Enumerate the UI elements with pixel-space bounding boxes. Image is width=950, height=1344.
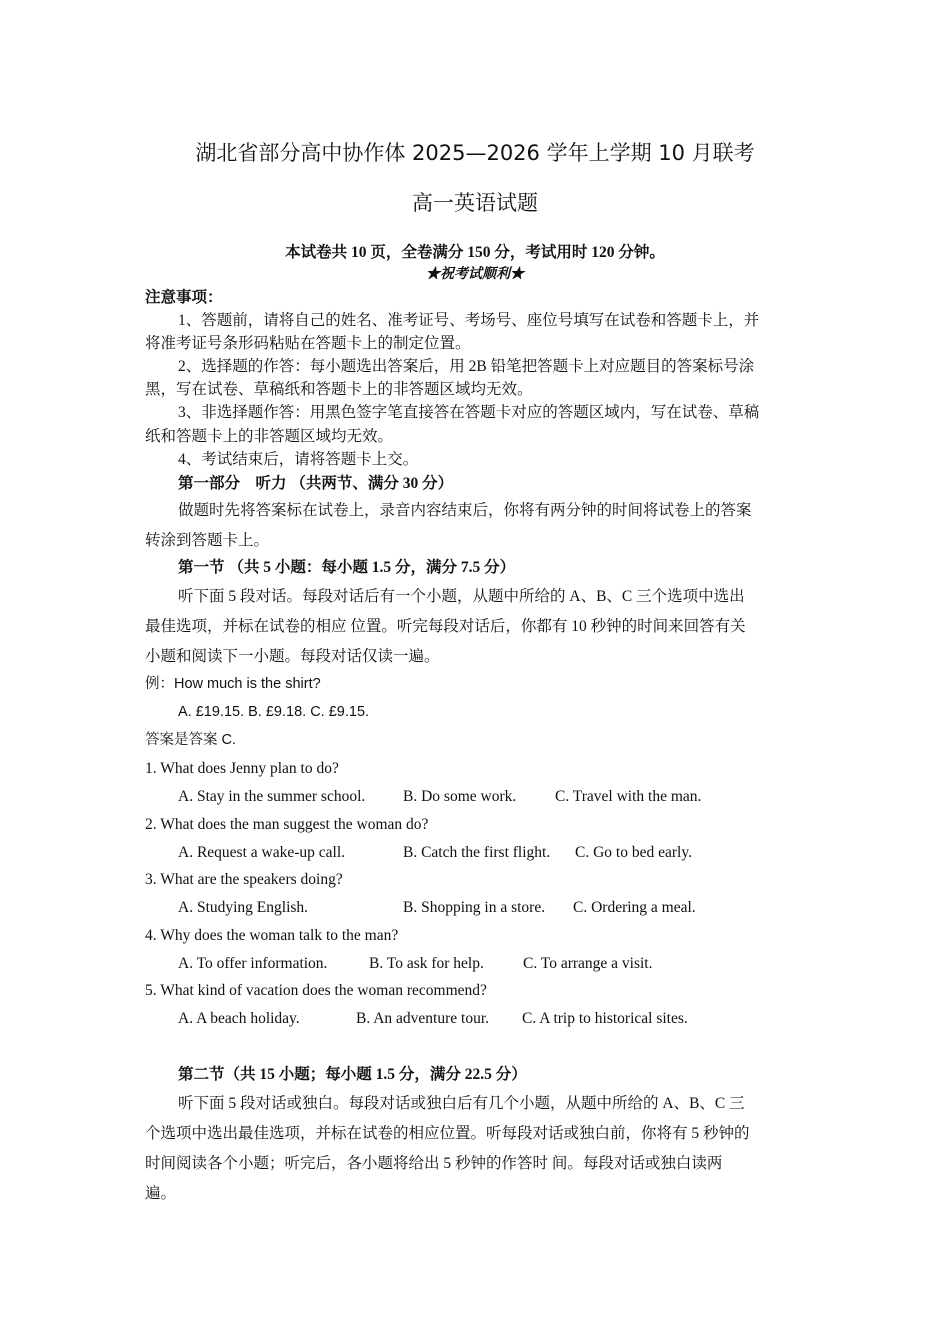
note-2b: 黑，写在试卷、草稿纸和答题卡上的非答题区域均无效。	[145, 381, 533, 398]
exam-wish: ★祝考试顺利★	[426, 267, 524, 282]
note-1a: 1、答题前，请将自己的姓名、准考证号、考场号、座位号填写在试卷和答题卡上，并	[178, 312, 760, 329]
section2-desc-a: 听下面 5 段对话或独白。每段对话或独白后有几个小题，从题中所给的 A、B、C 三	[178, 1095, 745, 1112]
exam-subtitle: 高一英语试题	[412, 191, 538, 215]
note-3a: 3、非选择题作答：用黑色签字笔直接答在答题卡对应的答题区域内，写在试卷、草稿	[178, 404, 760, 421]
section1-desc-a: 听下面 5 段对话。每段对话后有一个小题，从题中所给的 A、B、C 三个选项中选出	[178, 588, 745, 605]
part1-desc-b: 转涂到答题卡上。	[145, 532, 270, 549]
q1-option-c: C. Travel with the man.	[555, 788, 702, 805]
example-options: A. £19.15. B. £9.18. C. £9.15.	[178, 704, 370, 720]
part1-desc-a: 做题时先将答案标在试卷上，录音内容结束后，你将有两分钟的时间将试卷上的答案	[178, 502, 752, 519]
section1-desc-b: 最佳选项，并标在试卷的相应 位置。听完每段对话后，你都有 10 秒钟的时间来回答有关	[145, 618, 746, 635]
question-4: 4. Why does the woman talk to the man?	[145, 927, 399, 944]
q3-option-b: B. Shopping in a store.	[403, 899, 546, 916]
note-2a: 2、选择题的作答：每小题选出答案后，用 2B 铅笔把答题卡上对应题目的答案标号涂	[178, 358, 755, 375]
q3-option-a: A. Studying English.	[178, 899, 309, 916]
note-4: 4、考试结束后，请将答题卡上交。	[178, 451, 419, 468]
section1-heading: 第一节 （共 5 小题：每小题 1.5 分，满分 7.5 分）	[178, 559, 516, 576]
part1-heading: 第一部分 听力 （共两节、满分 30 分）	[178, 475, 454, 492]
q2-option-c: C. Go to bed early.	[575, 844, 692, 861]
example-question: 例：How much is the shirt?	[145, 676, 321, 692]
section2-heading: 第二节（共 15 小题；每小题 1.5 分，满分 22.5 分）	[178, 1066, 527, 1083]
question-1: 1. What does Jenny plan to do?	[145, 760, 339, 777]
notes-heading: 注意事项：	[145, 289, 223, 306]
example-answer: 答案是答案 C.	[145, 732, 237, 748]
q3-option-c: C. Ordering a meal.	[573, 899, 696, 916]
q4-option-c: C. To arrange a visit.	[523, 955, 653, 972]
q5-option-a: A. A beach holiday.	[178, 1010, 300, 1027]
note-1b: 将准考证号条形码粘贴在答题卡上的制定位置。	[145, 335, 471, 352]
q5-option-c: C. A trip to historical sites.	[522, 1010, 688, 1027]
question-5: 5. What kind of vacation does the woman recommend?	[145, 982, 487, 999]
q1-option-b: B. Do some work.	[403, 788, 517, 805]
question-3: 3. What are the speakers doing?	[145, 871, 343, 888]
note-3b: 纸和答题卡上的非答题区域均无效。	[145, 428, 394, 445]
q2-option-a: A. Request a wake-up call.	[178, 844, 345, 861]
q4-option-a: A. To offer information.	[178, 955, 328, 972]
exam-title: 湖北省部分高中协作体 2025—2026 学年上学期 10 月联考	[195, 141, 755, 165]
q4-option-b: B. To ask for help.	[369, 955, 484, 972]
section2-desc-c: 时间阅读各个小题；听完后，各小题将给出 5 秒钟的作答时 间。每段对话或独白读两	[145, 1155, 723, 1172]
section2-desc-d: 遍。	[145, 1185, 177, 1202]
section2-desc-b: 个选项中选出最佳选项，并标在试卷的相应位置。听每段对话或独白前，你将有 5 秒钟的	[145, 1125, 750, 1142]
q2-option-b: B. Catch the first flight.	[403, 844, 551, 861]
exam-info: 本试卷共 10 页，全卷满分 150 分，考试用时 120 分钟。	[285, 244, 665, 261]
q5-option-b: B. An adventure tour.	[356, 1010, 490, 1027]
section1-desc-c: 小题和阅读下一小题。每段对话仅读一遍。	[145, 648, 440, 665]
q1-option-a: A. Stay in the summer school.	[178, 788, 366, 805]
question-2: 2. What does the man suggest the woman do?	[145, 816, 429, 833]
